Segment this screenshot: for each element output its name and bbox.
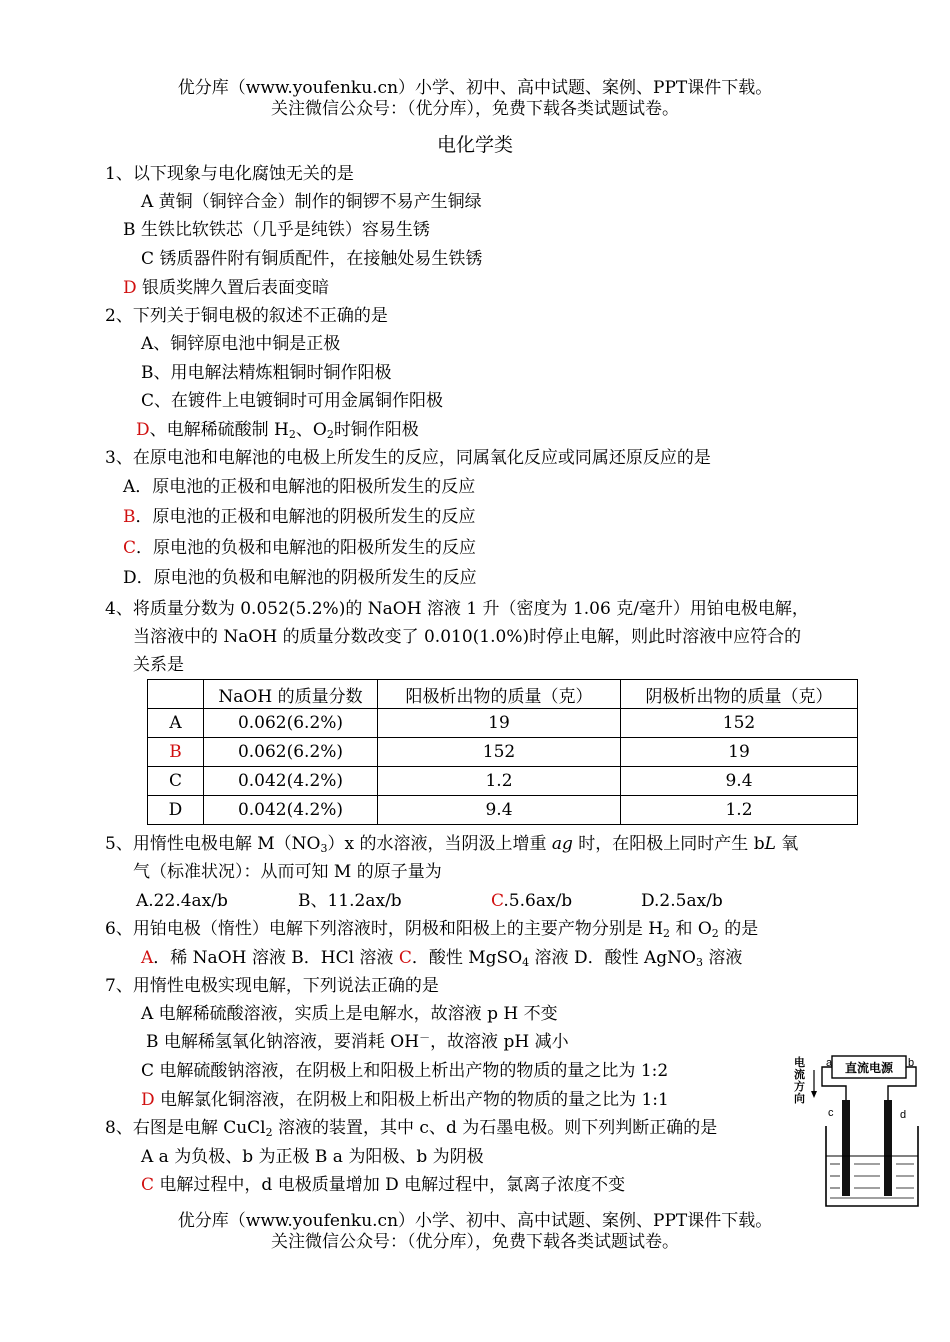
table-cell: 0.062(6.2%) [204,738,378,767]
q7-stem: 7、用惰性电极实现电解，下列说法正确的是 [105,976,439,996]
row-label-answer: B [148,738,204,767]
q4-line-2: 当溶液中的 NaOH 的质量分数改变了 0.010(1.0%)时停止电解，则此时溶液中应符合的 [133,627,802,647]
q7-b-sup: － [419,1031,431,1044]
q2-stem: 2、下列关于铜电极的叙述不正确的是 [105,306,388,326]
q4-line-1: 4、将质量分数为 0.052(5.2%)的 NaOH 溶液 1 升（密度为 1.06 克/毫升）用铂电极电解， [105,599,809,619]
current-label-1: 电 [794,1057,805,1069]
q3-option-b [123,505,476,529]
q6-answer-c: C [398,948,412,968]
q2-option-b: B、用电解法精炼粗铜时铜作阳极 [141,363,392,383]
q7-answer-d: D [141,1090,155,1110]
q6-c-post: 溶液 D．酸性 AgNO [529,948,696,968]
electrode-c [842,1100,850,1196]
q3-option-b-text: ．原电池的正极和电解池的阴极所发生的反应 [135,507,476,527]
q7-d-text: 电解氯化铜溶液，在阴极上和阳极上析出产物的物质的量之比为 1:1 [154,1090,669,1110]
table-header-row [148,680,858,709]
q4-table [147,679,858,825]
q2-d-post: 时铜作阳极 [333,420,419,440]
q6-sub-o2: 2 [711,927,719,940]
q5-answer-c: C [491,891,504,911]
q2-option-a: A、铜锌原电池中铜是正极 [141,334,341,354]
row-label: D [148,796,204,825]
q5-sub-3: 3 [320,842,328,855]
q6-answer-a: A [141,948,154,968]
footer-line-2: 关注微信公众号：（优分库），免费下载各类试题试卷。 [271,1232,679,1252]
current-label-3: 方 [794,1081,805,1093]
row-label: C [148,767,204,796]
q6-sub-h2: 2 [663,927,671,940]
q6-stem-pre: 6、用铂电极（惰性）电解下列溶液时，阴极和阳极上的主要产物分别是 H [105,919,664,939]
table-row [148,767,858,796]
header-line-1: 优分库（www.youfenku.cn）小学、初中、高中试题、案例、PPT课件下载。 [177,78,773,98]
table-header-cell: NaOH 的质量分数 [204,680,378,709]
q6-sub-4: 4 [522,956,530,969]
q5-line-1 [105,832,798,856]
table-cell: 0.062(6.2%) [204,709,378,738]
q5-pre: 5、用惰性电极电解 M（NO [105,834,321,854]
q6-sub-3: 3 [695,956,703,969]
q5-option-a: A.22.4ax/b [136,891,228,911]
q5-option-d: D.2.5ax/b [641,891,723,911]
q7-b-pre: B 电解稀氢氧化钠溶液，要消耗 OH [146,1032,420,1052]
q7-option-d [141,1088,669,1112]
q8-stem-post: 溶液的装置，其中 c、d 为石墨电极。则下列判断正确的是 [272,1118,718,1138]
q7-option-a: A 电解稀硫酸溶液，实质上是电解水，故溶液 p H 不变 [141,1004,558,1024]
q5-mid: ）x 的水溶液，当阴汲上增重 [327,834,552,854]
q8-stem [105,1116,717,1140]
q6-d-post: 溶液 [702,948,743,968]
q1-option-a: A 黄铜（铜锌合金）制作的铜锣不易产生铜绿 [141,192,482,212]
q3-answer-c: C [123,538,137,558]
q6-c-text: ．酸性 MgSO [411,948,523,968]
q1-option-b: B 生铁比软铁芯（几乎是纯铁）容易生锈 [123,220,430,240]
q2-sub-h2: 2 [288,428,296,441]
electrode-d-label: d [900,1109,907,1121]
q2-answer-d: D [136,420,150,440]
q6-stem [105,917,758,941]
q3-option-d: D．原电池的负极和电解池的阴极所发生的反应 [123,568,477,588]
table-cell: 152 [378,738,621,767]
q3-option-c [123,536,476,560]
q8-sub-2: 2 [265,1126,273,1139]
q5-L: L [764,834,776,854]
table-row [148,796,858,825]
power-supply-label: 直流电源 [844,1061,894,1075]
electrolysis-diagram [788,1052,928,1210]
table-cell: 152 [621,709,858,738]
q3-stem: 3、在原电池和电解池的电极上所发生的反应，同属氧化反应或同属还原反应的是 [105,448,711,468]
electrode-c-label: c [828,1107,834,1119]
q3-option-c-text: ．原电池的负极和电解池的阳极所发生的反应 [136,538,477,558]
q2-sub-o2: 2 [326,428,334,441]
table-cell: 1.2 [621,796,858,825]
table-row [148,709,858,738]
q5-option-c-text: .5.6ax/b [503,891,573,911]
table-cell: 19 [621,738,858,767]
current-label-4: 向 [794,1093,805,1105]
q7-option-b [146,1030,569,1054]
q3-answer-b: B [123,507,136,527]
q2-option-c: C、在镀件上电镀铜时可用金属铜作阳极 [141,391,444,411]
q8-options-cd [141,1173,625,1197]
q1-answer-d: D [123,278,137,298]
q5-mid2: 时，在阳极上同时产生 b [572,834,765,854]
footer-line-1: 优分库（www.youfenku.cn）小学、初中、高中试题、案例、PPT课件下载。 [177,1211,773,1231]
row-label: A [148,709,204,738]
q6-stem-mid: 和 O [670,919,712,939]
current-label-2: 流 [794,1069,805,1081]
q2-option-d [136,418,419,442]
q2-d-mid: 、O [295,420,327,440]
table-cell: 1.2 [378,767,621,796]
header-line-2: 关注微信公众号：（优分库），免费下载各类试题试卷。 [271,99,679,119]
table-header-cell: 阳极析出物的质量（克） [378,680,621,709]
q1-option-d [123,276,329,300]
page-title: 电化学类 [436,134,513,156]
table-header-cell [148,680,204,709]
q3-option-a: A．原电池的正极和电解池的阳极所发生的反应 [123,477,476,497]
table-cell: 9.4 [621,767,858,796]
q8-options-ab: A a 为负极、b 为正极 B a 为阳极、b 为阴极 [141,1147,484,1167]
q8-answer-c: C [141,1175,155,1195]
q1-stem: 1、以下现象与电化腐蚀无关的是 [105,164,354,184]
table-cell: 0.042(4.2%) [204,796,378,825]
beaker [826,1126,918,1206]
table-cell: 9.4 [378,796,621,825]
q5-post: 氧 [775,834,799,854]
q1-option-c: C 锈质器件附有铜质配件，在接触处易生铁锈 [141,249,483,269]
electrode-d [884,1100,892,1196]
q7-option-c: C 电解硫酸钠溶液，在阴极上和阳极上析出产物的物质的量之比为 1:2 [141,1061,669,1081]
q2-d-pre: 、电解稀硫酸制 H [149,420,289,440]
q7-b-post: ，故溶液 pH 减小 [430,1032,569,1052]
q8-cd-text: 电解过程中，d 电极质量增加 D 电解过程中，氯离子浓度不变 [154,1175,626,1195]
current-arrow-head [811,1091,817,1098]
q8-stem-pre: 8、右图是电解 CuCl [105,1118,266,1138]
q6-stem-post: 的是 [718,919,759,939]
table-cell: 0.042(4.2%) [204,767,378,796]
table-row [148,738,858,767]
terminal-a-label: a [826,1057,833,1069]
q6-a-text: ．稀 NaOH 溶液 B．HCl 溶液 [153,948,399,968]
terminal-b-label: b [908,1057,915,1069]
table-cell: 19 [378,709,621,738]
q5-line-2: 气（标准状况）：从而可知 M 的原子量为 [133,862,442,882]
q6-options [141,946,742,970]
table-header-cell: 阴极析出物的质量（克） [621,680,858,709]
q5-option-b: B、11.2ax/b [298,891,402,911]
q1-option-d-text: 银质奖牌久置后表面变暗 [136,278,330,298]
q5-option-c [491,889,572,913]
q4-line-3: 关系是 [133,655,184,675]
q5-ag: ag [551,834,573,854]
